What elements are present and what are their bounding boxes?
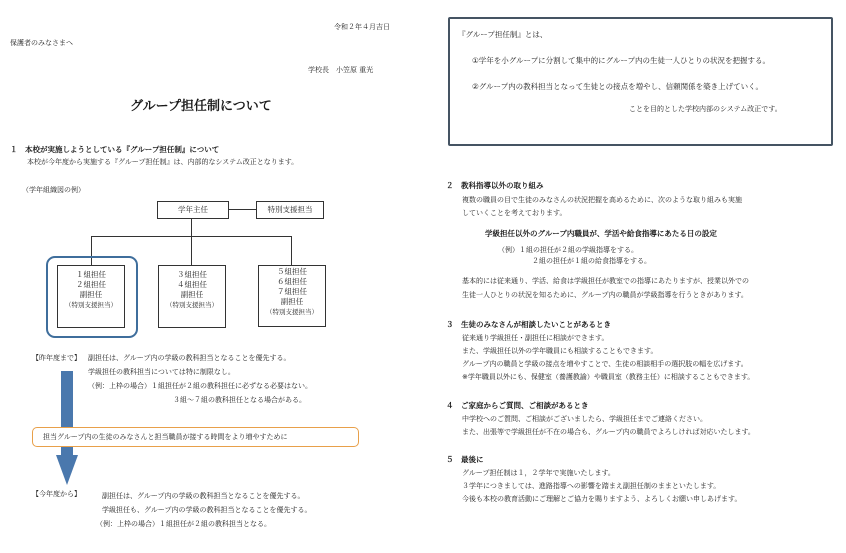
org-group-3-line: 副担任 bbox=[280, 297, 304, 306]
section-3-line: また、学級担任以外の学年職員にも相談することもできます。 bbox=[462, 347, 658, 355]
section-1-body: 本校が今年度から実施する『グループ担任制』は、内部的なシステム改正となります。 bbox=[27, 158, 299, 166]
previous-year-line: ３組～７組の教科担任となる場合がある。 bbox=[173, 396, 306, 404]
section-3-line: グループ内の職員と学級の接点を増やすことで、生徒の相談相手の選択肢の幅を広げます。 bbox=[462, 360, 748, 368]
org-group-2 bbox=[158, 265, 226, 328]
this-year-line: 学級担任も、グループ内の学級の教科担当となることを優先する。 bbox=[102, 506, 312, 514]
this-year-line: 副担任は、グループ内の学級の教科担当となることを優先する。 bbox=[102, 492, 305, 500]
section-2-line: していくことを考えております。 bbox=[462, 209, 567, 217]
section-5-heading: ５ 最後に bbox=[446, 455, 484, 464]
org-head-box: 学年主任 bbox=[157, 201, 229, 219]
letter-recipient: 保護者のみなさまへ bbox=[10, 39, 73, 47]
section-5-line: グループ担任制は１，２学年で実施いたします。 bbox=[462, 469, 615, 477]
previous-year-line: （例：上枠の場合）１組担任が２組の教科担任に必ずなる必要はない。 bbox=[88, 382, 312, 390]
org-group-1-line: １組担任 bbox=[76, 270, 106, 279]
org-group-3 bbox=[258, 265, 326, 327]
summary-closing: ことを目的とした学校内部のシステム改正です。 bbox=[629, 105, 782, 113]
section-2-line: 複数の職員の目で生徒のみなさんの状況把握を高めるために、次のような取り組みも実施 bbox=[462, 196, 742, 204]
org-group-2-line: （特別支援担当） bbox=[166, 301, 218, 309]
summary-box bbox=[448, 17, 833, 146]
summary-intro: 『グループ担任制』とは、 bbox=[458, 30, 548, 39]
section-4-line: また、出張等で学級担任が不在の場合も、グループ内の職員でよろしければ対応いたします。 bbox=[462, 428, 755, 436]
org-connector bbox=[191, 218, 192, 236]
document-title: グループ担任制について bbox=[130, 99, 272, 114]
org-group-1 bbox=[57, 265, 125, 328]
section-2-example: （例）１組の担任が２組の学級指導をする。 bbox=[498, 246, 638, 254]
org-connector bbox=[191, 236, 192, 265]
org-group-2-line: ４組担任 bbox=[177, 280, 207, 289]
section-2-line: 基本的には従来通り、学活、給食は学級担任が教室での指導にあたりますが、授業以外での bbox=[462, 277, 749, 285]
org-group-3-line: （特別支援担当） bbox=[266, 308, 318, 316]
org-group-3-line: ５組担任 bbox=[277, 267, 307, 276]
org-group-3-line: ７組担任 bbox=[277, 287, 307, 296]
org-support-box: 特別支援担当 bbox=[256, 201, 324, 219]
this-year-line: （例：上枠の場合）１組担任が２組の教科担当となる。 bbox=[96, 520, 271, 528]
section-5-line: 今後も本校の教育活動にご理解とご協力を賜りますよう、よろしくお願い申しあげます。 bbox=[462, 495, 742, 503]
purpose-banner bbox=[32, 427, 359, 447]
this-year-label: 【今年度から】 bbox=[32, 490, 81, 498]
section-2-heading: ２ 教科指導以外の取り組み bbox=[446, 181, 544, 190]
summary-point-1: ①学年を小グループに分割して集中的にグループ内の生徒一人ひとりの状況を把握する。 bbox=[472, 56, 771, 65]
letter-date: 令和２年４月吉日 bbox=[334, 23, 390, 31]
org-connector bbox=[228, 209, 256, 210]
section-1-heading: １ 本校が実施しようとしている『グループ担任制』について bbox=[10, 145, 220, 154]
org-group-1-line: ２組担任 bbox=[76, 280, 106, 289]
section-3-heading: ３ 生徒のみなさんが相談したいことがあるとき bbox=[446, 320, 611, 329]
org-group-1-line: （特別支援担当） bbox=[65, 301, 117, 309]
summary-point-2: ②グループ内の教科担当となって生徒との接点を増やし、信頼関係を築き上げていく。 bbox=[472, 82, 763, 91]
section-4-line: 中学校へのご質問、ご相談がございましたら、学級担任までご連絡ください。 bbox=[462, 415, 707, 423]
previous-year-line: 学級担任の教科担当については特に制限なし。 bbox=[88, 368, 235, 376]
section-2-example: ２組の担任が１組の給食指導をする。 bbox=[532, 257, 651, 265]
section-3-line: 従来通り学級担任・副担任に相談ができます。 bbox=[462, 334, 609, 342]
letter-signature: 学校長 小笠原 重光 bbox=[308, 66, 374, 74]
org-connector bbox=[291, 236, 292, 265]
section-3-line: ※学年職員以外にも、保健室（養護教諭）や職員室（教務主任）に相談することもできます。 bbox=[462, 373, 755, 381]
org-chart-caption: （学年組織図の例） bbox=[22, 186, 85, 194]
org-group-3-line: ６組担任 bbox=[277, 277, 307, 286]
purpose-banner-text: 担当グループ内の生徒のみなさんと担当職員が接する時間をより増やすために bbox=[43, 433, 288, 441]
section-2-line: 生徒一人ひとりの状況を知るために、グループ内の職員が学級指導を行うときがあります。 bbox=[462, 291, 748, 299]
previous-year-label: 【昨年度まで】 bbox=[32, 354, 81, 362]
org-group-2-line: 副担任 bbox=[180, 290, 204, 299]
section-4-heading: ４ ご家庭からご質問、ご相談があるとき bbox=[446, 401, 589, 410]
section-5-line: ３学年につきましては、進路指導への影響を踏まえ副担任制のままといたします。 bbox=[462, 482, 721, 490]
previous-year-line: 副担任は、グループ内の学級の教科担当となることを優先する。 bbox=[88, 354, 291, 362]
org-group-1-line: 副担任 bbox=[79, 290, 103, 299]
section-2-subheading: 学級担任以外のグループ内職員が、学活や給食指導にあたる日の設定 bbox=[485, 229, 717, 238]
org-group-2-line: ３組担任 bbox=[177, 270, 207, 279]
